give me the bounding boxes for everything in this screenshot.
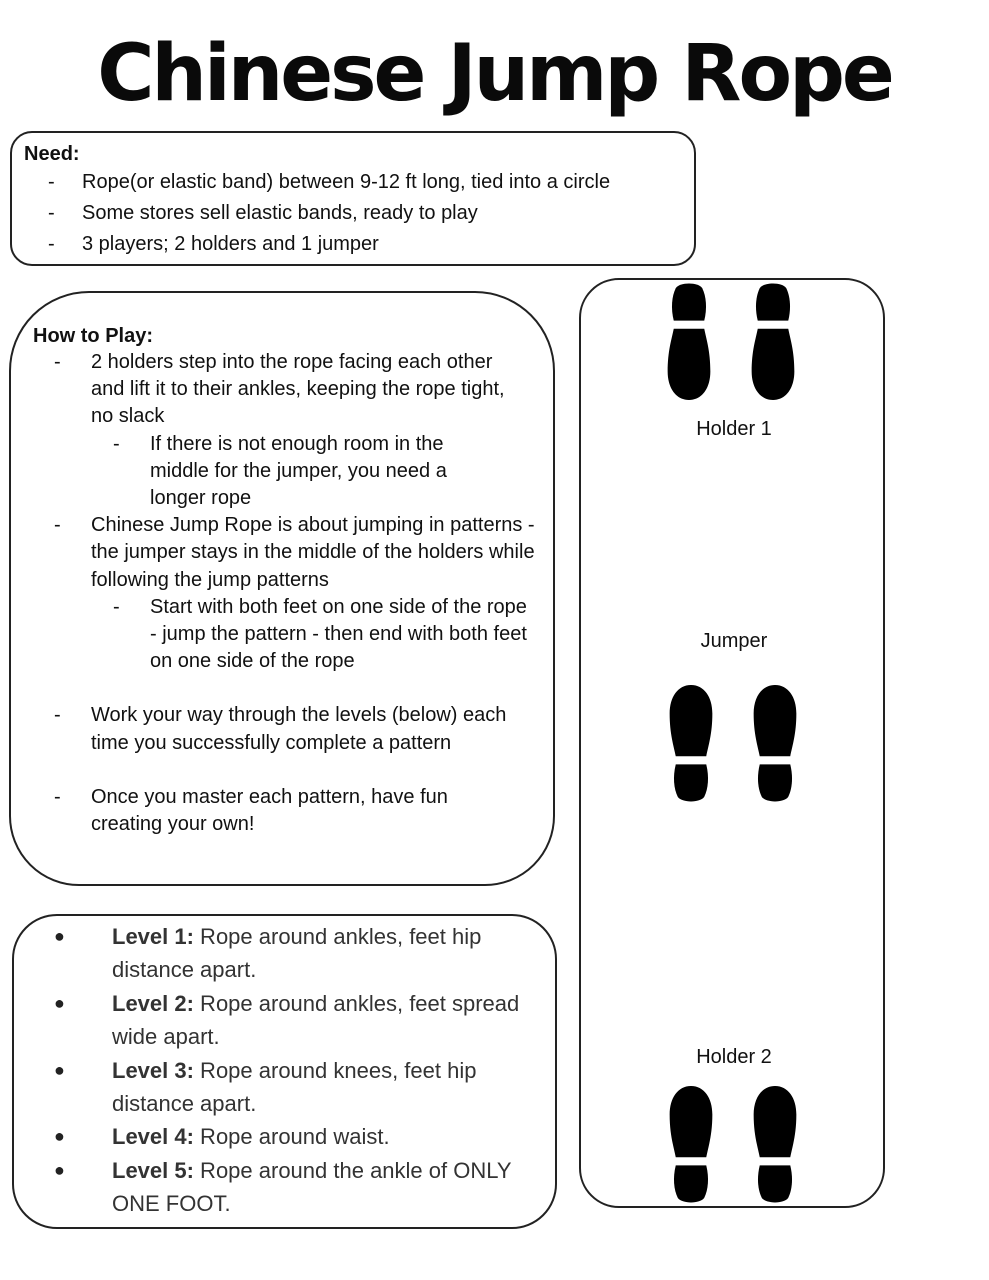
- bullet-icon: ●: [54, 992, 65, 1013]
- footprint-icon: [667, 683, 715, 805]
- how-subitem-1: If there is not enough room in the middle for the jumper, you need a longer rope: [150, 432, 447, 510]
- level-desc: Rope around knees, feet hip distance apart.: [112, 1057, 477, 1117]
- level-desc: Rope around ankles, feet spread wide apart.: [112, 990, 520, 1050]
- how-to-play-heading: How to Play:: [33, 325, 154, 347]
- list-item: [33, 349, 539, 431]
- bullet-icon: ●: [54, 1059, 65, 1080]
- bullet-icon: ●: [54, 1126, 65, 1147]
- need-section: [10, 131, 696, 266]
- list-dash: -: [54, 785, 61, 808]
- list-dash: -: [54, 351, 61, 373]
- list-dash: -: [54, 514, 61, 537]
- level-item: [34, 1120, 545, 1153]
- need-item-3: 3 players; 2 holders and 1 jumper: [82, 233, 379, 255]
- list-item: [24, 229, 682, 260]
- footprint-icon: [667, 1084, 715, 1206]
- list-dash: -: [54, 704, 61, 727]
- footprint-icon: [751, 683, 799, 805]
- list-subitem: [33, 594, 539, 676]
- how-item-1: 2 holders step into the rope facing each other and lift it to their ankles, keeping the rope tight, no slack: [91, 351, 505, 428]
- footprint-icon: [667, 282, 715, 404]
- level-item: [34, 987, 545, 1054]
- page-title: Chinese Jump Rope: [97, 29, 892, 119]
- level-item: [34, 1154, 545, 1221]
- list-item: [33, 784, 539, 838]
- list-dash: -: [48, 171, 55, 193]
- list-item: [33, 512, 539, 594]
- footprint-icon: [751, 1084, 799, 1206]
- level-desc: Rope around the ankle of ONLY ONE FOOT.: [112, 1157, 512, 1217]
- how-to-play-section: [9, 291, 555, 886]
- list-dash: -: [48, 233, 55, 255]
- level-name: Level 5:: [112, 1157, 194, 1183]
- how-item-3: Work your way through the levels (below) each time you successfully complete a pattern: [91, 704, 507, 754]
- list-dash: -: [48, 202, 55, 224]
- holder-2-label: Holder 2: [696, 1046, 772, 1068]
- level-name: Level 4:: [112, 1124, 194, 1150]
- level-desc: Rope around ankles, feet hip distance apart.: [112, 924, 482, 983]
- list-item: [24, 167, 682, 198]
- need-item-2: Some stores sell elastic bands, ready to play: [82, 202, 478, 224]
- level-name: Level 2:: [112, 990, 194, 1016]
- how-subitem-2: Start with both feet on one side of the rope - jump the pattern - then end with both feet on one side of the rope: [150, 595, 527, 673]
- how-item-2: Chinese Jump Rope is about jumping in patterns - the jumper stays in the middle of the holders while following the jump patterns: [91, 514, 535, 591]
- list-item: [24, 198, 682, 229]
- list-dash: -: [113, 432, 120, 455]
- level-item: [34, 920, 545, 987]
- bullet-icon: ●: [54, 926, 65, 946]
- levels-section: [12, 914, 557, 1229]
- position-diagram: [579, 278, 885, 1208]
- list-subitem: [33, 431, 539, 513]
- level-desc: Rope around waist.: [193, 1124, 390, 1150]
- footprint-icon: [751, 282, 799, 404]
- level-name: Level 3:: [112, 1057, 194, 1083]
- level-item: [34, 1054, 545, 1121]
- need-heading: Need:: [24, 143, 80, 165]
- bullet-icon: ●: [54, 1159, 65, 1180]
- how-item-4: Once you master each pattern, have fun creating your own!: [91, 785, 448, 836]
- holder-1-label: Holder 1: [696, 418, 772, 440]
- jumper-label: Jumper: [700, 630, 768, 652]
- level-name: Level 1:: [112, 924, 194, 949]
- list-dash: -: [113, 595, 120, 618]
- list-item: [33, 702, 539, 756]
- need-item-1: Rope(or elastic band) between 9-12 ft long, tied into a circle: [82, 171, 611, 193]
